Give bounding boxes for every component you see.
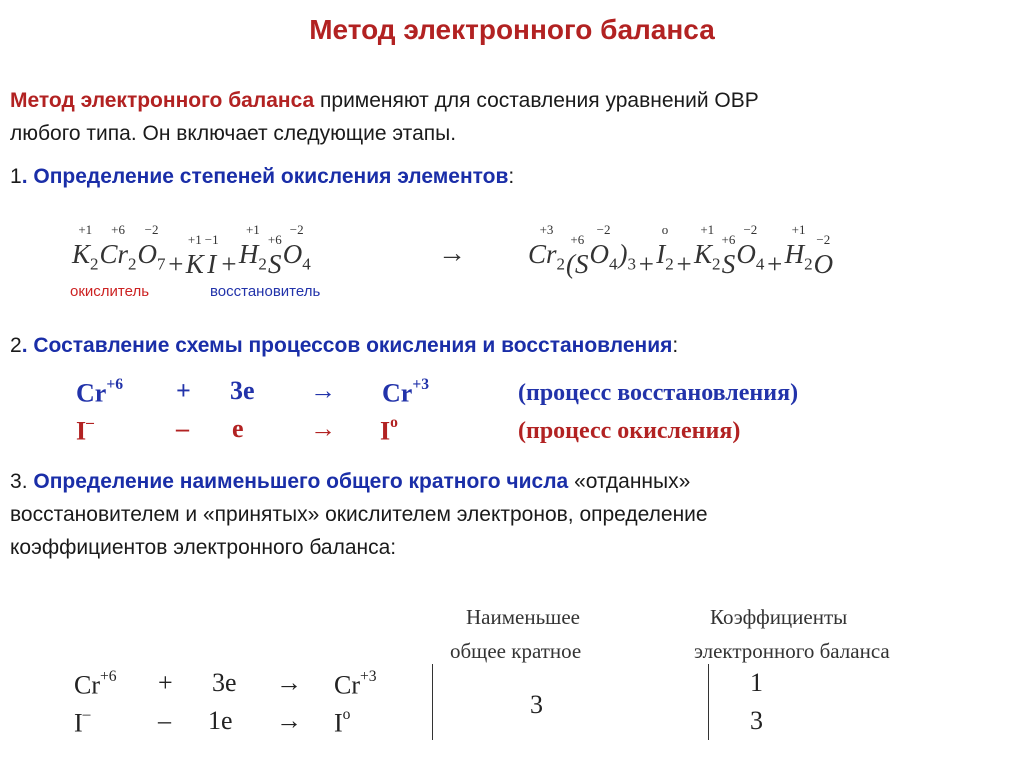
balance-row2-from: I– [74,706,91,738]
eq-right-symbol: )$_3$ [618,238,637,273]
scheme-row1-note: (процесс восстановления) [518,380,799,406]
step1-heading [10,160,514,193]
eq-left-oxidation-state: −1 [204,232,219,247]
balance-row2-op: – [158,706,171,735]
eq-right-token-8 [722,232,736,280]
balance-row1-arrow: → [276,668,302,697]
step1-number: 1 [10,165,22,188]
scheme-row1-to: $Cr^{+3}$ [382,376,430,408]
scheme-row2-electrons: e [232,414,244,443]
eq-right-symbol: $O_4$ [736,238,765,273]
eq-right-oxidation-state: +1 [700,221,715,237]
eq-right-symbol: + [765,249,784,279]
eq-left-symbol: $K_2$ [72,238,99,273]
eq-left-oxidation-state: −2 [144,221,159,237]
table-divider-2 [708,664,709,740]
step3-rest: «отданных» [568,470,691,493]
scheme-row1-electrons: 3e [230,376,255,405]
eq-left-oxidation-state: +1 [245,221,260,237]
balance-row2-coef: 3 [750,706,763,735]
eq-right-token-4 [637,232,655,280]
step3-line2: восстановителем и «принятых» окислителем электронов, определение [10,503,708,526]
eq-right-subscript: 2 [804,254,813,273]
step2-colon: : [672,334,679,357]
eq-right-oxidation-state: −2 [743,221,758,237]
eq-left-oxidation-state [227,232,230,248]
eq-left-token-2 [138,222,166,280]
eq-left-oxidation-state: +1 [78,221,93,237]
step2-dot: . [21,334,28,357]
eq-right-oxidation-state [645,232,648,248]
eq-left-oxidation-state: +1 [187,232,202,247]
step2-heading [10,329,678,362]
eq-left-token-8 [268,232,282,280]
header-lcm-line1: Наименьшее [466,605,580,629]
eq-right-oxidation-state: +6 [721,232,736,247]
eq-left-subscript: 2 [90,254,99,273]
eq-right-oxidation-state [626,222,629,238]
eq-right-token-12 [814,232,834,280]
eq-right-oxidation-state: +1 [791,221,806,237]
eq-left-token-7 [239,222,267,280]
oxidizer-label: окислитель [70,283,150,300]
balance-row1-op: + [158,668,173,697]
eq-left-token-3 [167,232,185,280]
eq-right-token-0 [528,222,565,280]
eq-left-token-4 [186,232,204,280]
equation-arrow: → [438,238,466,269]
balance-row2-electrons: 1e [208,706,233,735]
eq-left-symbol: $O_7$ [137,238,166,273]
eq-right-token-11 [785,222,813,280]
scheme-row1-op: + [176,376,191,405]
table-divider-1 [432,664,433,740]
eq-right-oxidation-state [682,232,685,248]
scheme-row2-to: $I^o$ [380,414,398,446]
eq-right-symbol: O [813,249,834,279]
eq-left-token-6 [220,232,238,280]
step3-line3: коэффициентов электронного баланса: [10,536,397,559]
eq-right-subscript: 4 [609,254,618,273]
eq-left-token-1 [100,222,137,280]
step1-colon: : [508,165,515,188]
reducer-label: восстановитель [210,283,321,300]
scheme-row2-arrow: → [310,414,336,443]
eq-left-subscript: 7 [157,254,166,273]
eq-right-symbol: S [721,249,736,279]
step3-paragraph [10,465,1020,564]
eq-right-oxidation-state: +6 [570,232,585,247]
equation-right [528,220,834,280]
eq-left-symbol: S [268,249,282,279]
eq-right-symbol: $O_4$ [589,238,618,273]
scheme-row2-op: – [176,414,189,443]
balance-row1-to: $Cr^{+3}$ [334,668,377,700]
step2-number: 2 [10,334,22,357]
eq-right-subscript: 2 [712,254,721,273]
eq-right-token-3 [619,222,637,280]
eq-left-oxidation-state: +6 [267,232,282,247]
eq-left-oxidation-state: −2 [289,221,304,237]
balance-row2-arrow: → [276,706,302,735]
eq-right-oxidation-state: o [661,221,669,237]
header-coef-line1: Коэффициенты [710,605,848,629]
header-coef-line2: электронного баланса [694,639,890,663]
scheme-row1-from: $Cr^{+6}$ [76,376,124,408]
eq-right-symbol: (S [566,249,589,279]
eq-left-symbol: I [207,249,217,279]
balance-row1-electrons: 3e [212,668,237,697]
eq-right-oxidation-state: −2 [816,232,831,247]
eq-right-subscript: 3 [627,254,637,273]
eq-right-symbol: + [637,249,656,279]
eq-right-token-7 [694,222,721,280]
eq-right-symbol: $I_2$ [656,238,674,273]
page-title: Метод электронного баланса [309,14,715,45]
step3-dot: . [21,470,28,493]
step1-dot: . [21,165,28,188]
eq-right-token-6 [675,232,693,280]
eq-right-symbol: $K_2$ [694,238,721,273]
eq-left-symbol: $O_4$ [282,238,311,273]
scheme-row2-note: (процесс окисления) [518,418,741,444]
intro-bold: Метод электронного баланса [10,89,315,112]
eq-right-token-2 [590,222,618,280]
intro-paragraph [10,84,1020,150]
eq-right-subscript: 4 [755,254,765,273]
eq-right-oxidation-state [773,232,776,248]
balance-row2-to: $I^o$ [334,706,351,738]
eq-right-token-10 [765,232,783,280]
step3-number: 3 [10,470,22,493]
step1-label: Определение степеней окисления элементов [33,165,509,188]
eq-right-symbol: $H_2$ [784,238,813,273]
scheme-row2-from: I– [76,414,94,446]
eq-right-symbol: + [674,249,693,279]
balance-lcm-value: 3 [530,690,543,719]
eq-right-subscript: 2 [556,254,566,273]
eq-right-subscript: 2 [665,254,674,273]
eq-right-token-5 [656,222,674,280]
eq-left-oxidation-state: +6 [111,221,125,237]
eq-right-symbol: $Cr_2$ [528,238,566,273]
step2-label: Составление схемы процессов окисления и восстановления [33,334,673,357]
balance-row1-coef: 1 [750,668,763,697]
eq-left-symbol: + [219,249,238,279]
eq-left-token-9 [283,222,311,280]
intro-rest: применяют для составления уравнений ОВР [314,89,759,112]
step3-label: Определение наименьшего общего кратного числа [33,470,569,493]
eq-left-token-0 [72,222,99,280]
eq-left-symbol: + [166,249,185,279]
eq-left-token-5 [205,232,219,280]
eq-left-symbol: $H_2$ [238,238,267,273]
eq-left-subscript: 4 [302,254,311,273]
eq-left-oxidation-state [174,232,177,248]
eq-left-symbol: $Cr_2$ [99,238,137,273]
eq-right-token-9 [736,222,764,280]
eq-left-subscript: 2 [258,254,267,273]
eq-left-symbol: K [185,249,204,279]
eq-right-token-1 [566,232,589,280]
equation-left [72,220,312,280]
scheme-row1-arrow: → [310,376,336,405]
eq-right-oxidation-state: +3 [539,221,554,237]
balance-row1-from: $Cr^{+6}$ [74,668,117,700]
intro-line2: любого типа. Он включает следующие этапы. [10,122,457,145]
header-lcm-line2: общее кратное [450,639,582,663]
eq-right-oxidation-state: −2 [596,221,611,237]
eq-left-subscript: 2 [128,254,137,273]
